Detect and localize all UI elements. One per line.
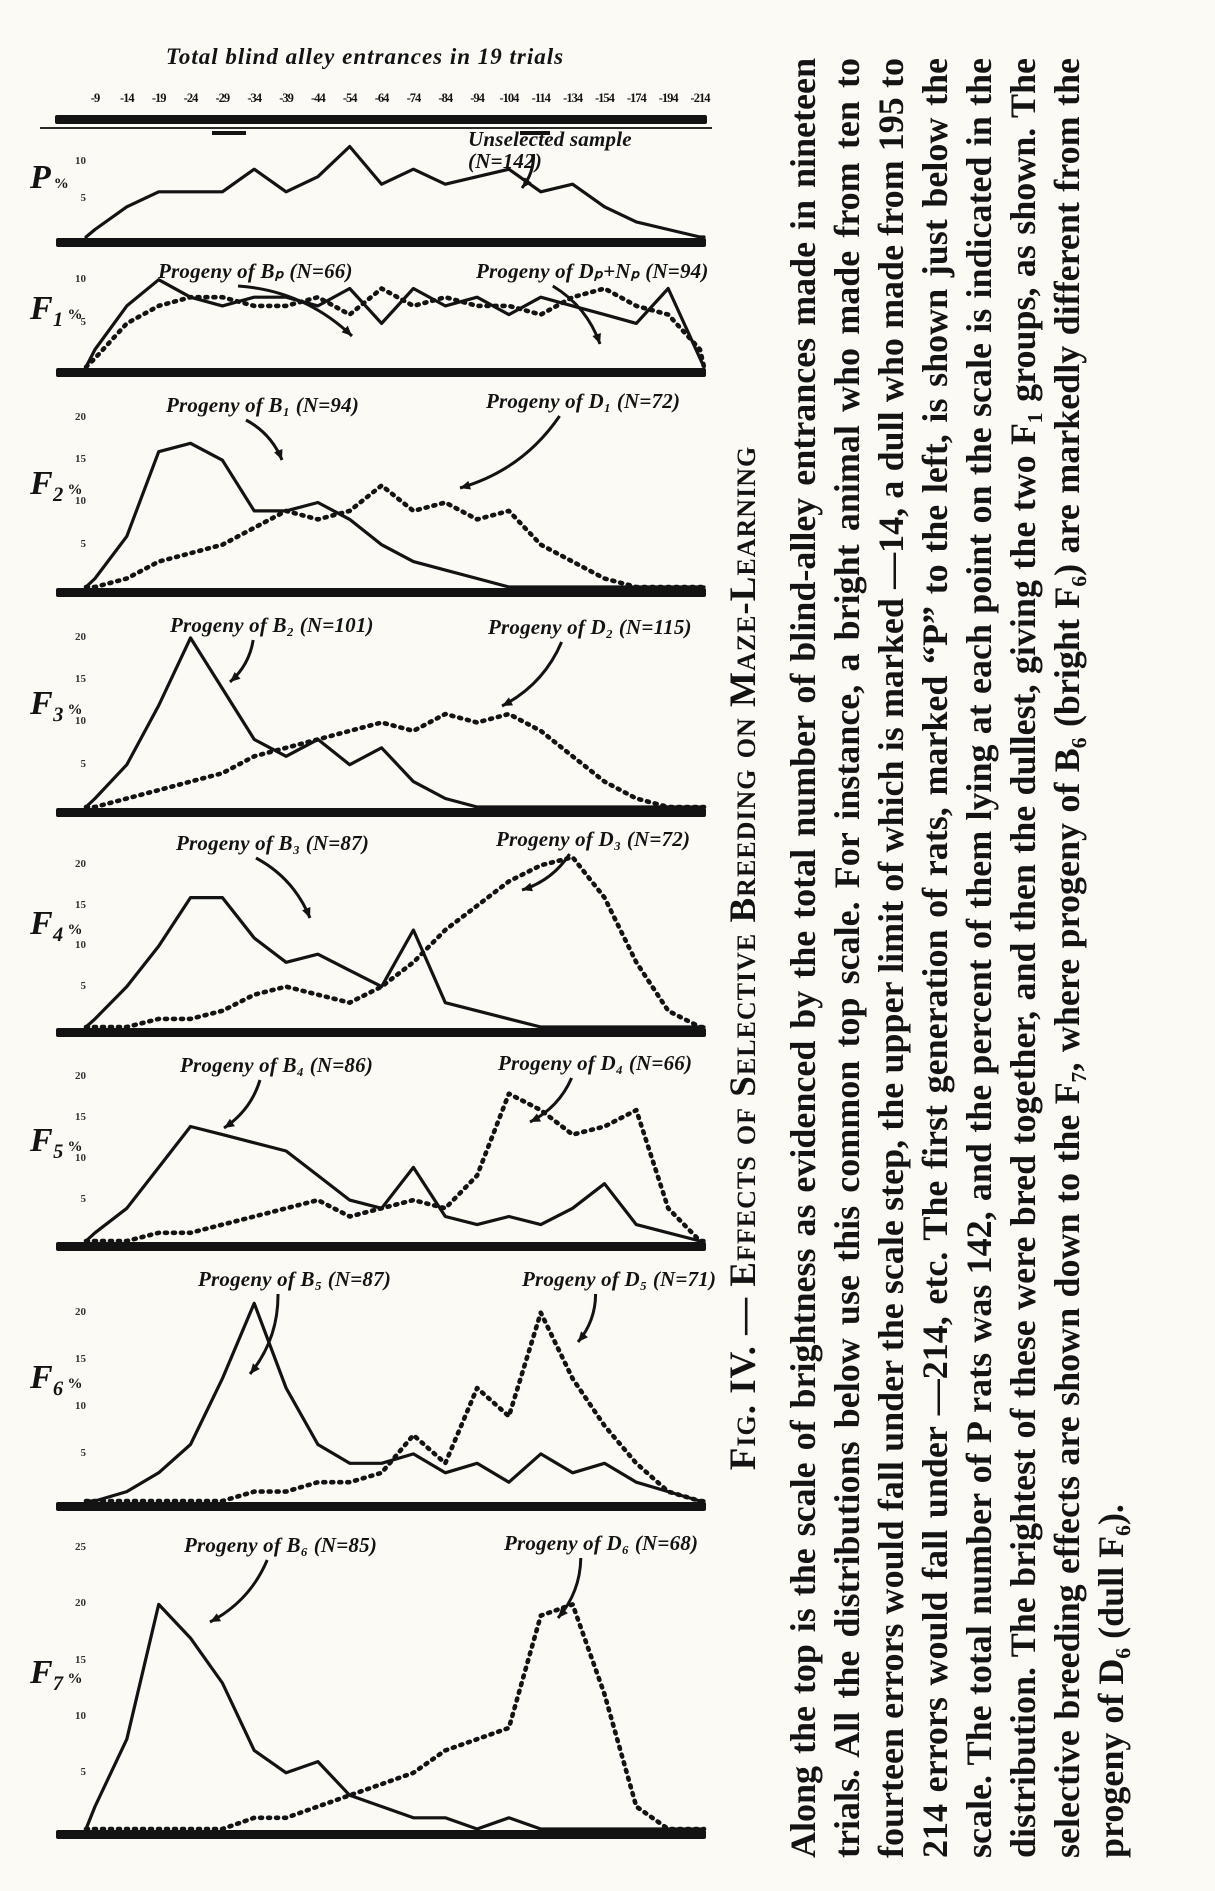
generation-name: F₃	[30, 685, 65, 722]
y-axis-tick: 5	[80, 979, 86, 992]
scale-tick-label: -84	[438, 91, 453, 105]
scale-tick-label: -74	[406, 91, 421, 105]
scale-tick-label: -194	[658, 91, 678, 105]
panel-baseline	[56, 238, 706, 247]
curve-label: Progeny of D₆ (N=68)	[504, 1531, 699, 1555]
percent-sign: %	[67, 1671, 83, 1687]
y-axis-tick: 20	[75, 1597, 86, 1610]
y-axis-tick: 15	[75, 1653, 86, 1666]
curve-label: Progeny of B₁ (N=94)	[166, 393, 360, 417]
top-scale-axis-line	[55, 115, 707, 124]
generation-name: F₂	[30, 465, 65, 502]
curve-bright	[86, 898, 704, 1027]
curve-label: Unselected sample (N=142)	[468, 127, 632, 174]
y-axis-tick: 10	[75, 154, 86, 167]
y-axis-tick: 15	[75, 1111, 86, 1124]
curve-bright	[86, 1303, 704, 1501]
curve-label: Progeny of D₂ (N=115)	[488, 615, 692, 639]
y-axis-tick: 10	[75, 1709, 86, 1722]
percent-sign: %	[67, 307, 83, 323]
annotation-arrowhead	[592, 333, 601, 344]
scale-tick-label: -94	[470, 91, 484, 105]
y-axis-tick: 20	[75, 1305, 86, 1318]
y-axis-tick: 5	[80, 1193, 86, 1206]
panel-baseline	[56, 1242, 706, 1251]
distribution-curves	[0, 388, 712, 598]
distribution-panel	[0, 1524, 712, 1840]
curve-bright	[86, 280, 704, 367]
curve-label: Progeny of B₆ (N=85)	[184, 1533, 378, 1557]
scale-tick-label: -214	[690, 91, 710, 105]
curve-bright	[86, 638, 704, 807]
scale-tick-label: -134	[563, 91, 583, 105]
scale-tick-label: -29	[215, 91, 230, 105]
distribution-panel	[0, 1048, 712, 1252]
y-axis-tick: 15	[75, 1352, 86, 1365]
panel-baseline	[56, 1502, 706, 1511]
distribution-curves	[0, 1262, 712, 1512]
y-axis-tick: 5	[80, 1446, 86, 1459]
y-axis-tick: 10	[75, 715, 86, 728]
scale-tick-label: -154	[595, 91, 614, 105]
scale-tick-label: -174	[626, 91, 646, 105]
curve-label: Progeny of D₃ (N=72)	[496, 827, 691, 851]
y-axis-tick: 10	[75, 939, 86, 952]
panel-baseline	[56, 1028, 706, 1037]
annotation-arrow	[238, 286, 352, 336]
scale-tick-label: -114	[531, 91, 550, 105]
percent-sign: %	[67, 702, 83, 718]
curve-dull	[86, 486, 704, 588]
generation-name: F₆	[30, 1359, 65, 1396]
curve-label: Progeny of Dₚ+Nₚ (N=94)	[476, 259, 709, 283]
panel-baseline	[56, 808, 706, 817]
generation-name: F₇	[30, 1654, 65, 1691]
distribution-panel	[0, 828, 712, 1038]
y-axis-tick: 15	[75, 673, 86, 686]
annotation-arrowhead	[460, 481, 471, 490]
figure-caption-title: Fig. IV. — Effects of Selective Breeding on Maze-Learning	[723, 445, 764, 1471]
curve-dull	[86, 1313, 704, 1501]
percent-sign: %	[67, 482, 83, 498]
annotation-arrowhead	[522, 883, 533, 892]
curve-dull	[86, 1604, 704, 1829]
scale-tick-label: -9	[90, 91, 100, 105]
distribution-panel	[0, 388, 712, 598]
y-axis-tick: 25	[75, 1541, 86, 1554]
y-axis-tick: 20	[75, 410, 86, 423]
generation-name: F₅	[30, 1122, 65, 1159]
curve-label: Progeny of D₄ (N=66)	[498, 1051, 693, 1075]
scale-tick-label: -64	[374, 91, 389, 105]
curve-label: Progeny of B₅ (N=87)	[198, 1267, 392, 1291]
curve-bright	[86, 1127, 704, 1242]
scale-tick-label: -39	[279, 91, 293, 105]
generation-name: F₁	[30, 290, 65, 327]
curve-label: Progeny of B₄ (N=86)	[180, 1053, 374, 1077]
top-scale-title: Total blind alley entrances in 19 trials	[165, 44, 565, 69]
curve-dull	[86, 857, 704, 1027]
y-axis-tick: 5	[80, 192, 86, 205]
y-axis-tick: 15	[75, 453, 86, 466]
scale-tick-label: -34	[247, 91, 262, 105]
figure-caption-text: Along the top is the scale of brightness as evidenced by the total number of blind-alley entrances made in nineteen trials. All the distributions below use this common top scale. For instance, a bright animal who made from ten to fourteen errors would fall under the scale step, the upper limit of which is marked —14, a dull who made from 195 to 214 errors would fall under —214, etc. The first generation of rats, marked “P” to the left, is shown just below the scale. The total number of P rats was 142, and the percent of them lying at each point on the scale is indicated in the distribution. The brightest of these were bred together, and then the dullest, giving the two F₁ groups, as shown. The selective breeding effects are shown down to the F₇, where progeny of B₆ (bright F₆) are markedly different from the progeny of D₆ (dull F₆).	[783, 58, 1131, 1858]
distribution-panel	[0, 258, 712, 378]
curve-label: Progeny of D₁ (N=72)	[486, 389, 681, 413]
annotation-arrow	[256, 858, 310, 918]
percent-sign: %	[67, 922, 83, 938]
curve-bright	[86, 443, 704, 587]
curve-dull	[86, 1094, 704, 1241]
y-axis-tick: 10	[75, 495, 86, 508]
curve-label: Progeny of B₃ (N=87)	[176, 831, 370, 855]
distribution-curves	[0, 608, 712, 818]
curve-label: Progeny of B₂ (N=101)	[170, 613, 374, 637]
y-axis-tick: 10	[75, 1399, 86, 1412]
distribution-panel	[0, 1262, 717, 1512]
percent-sign: %	[67, 1139, 83, 1155]
y-axis-tick: 20	[75, 1070, 86, 1083]
scale-tick-label: -14	[119, 91, 134, 105]
y-axis-tick: 5	[80, 537, 86, 550]
distribution-curves	[0, 1524, 712, 1840]
rotated-caption	[722, 58, 1192, 1858]
panel-baseline	[56, 1830, 706, 1839]
scale-tick-label: -104	[499, 91, 519, 105]
percent-sign: %	[53, 176, 69, 192]
generation-label	[30, 905, 88, 943]
distribution-panel	[0, 126, 712, 248]
scale-tick-label: -19	[151, 91, 166, 105]
curve-label: Progeny of D₅ (N=71)	[522, 1267, 717, 1291]
annotation-arrow	[210, 1560, 267, 1622]
y-axis-tick: 10	[75, 272, 86, 285]
panel-baseline	[56, 588, 706, 597]
annotation-arrow	[460, 416, 560, 488]
generation-name: F₄	[30, 905, 65, 942]
distribution-curves	[0, 1048, 712, 1252]
curve-dull	[86, 289, 704, 368]
y-axis-tick: 10	[75, 1152, 86, 1165]
percent-sign: %	[67, 1376, 83, 1392]
annotation-arrow	[502, 642, 562, 706]
scale-tick-label: -24	[183, 91, 198, 105]
y-axis-tick: 15	[75, 898, 86, 911]
panel-baseline	[56, 368, 706, 377]
scale-tick-label: -44	[311, 91, 325, 105]
y-axis-tick: 20	[75, 858, 86, 871]
generation-name: P	[30, 159, 51, 196]
distribution-curves	[0, 828, 712, 1038]
y-axis-tick: 20	[75, 630, 86, 643]
y-axis-tick: 5	[80, 1765, 86, 1778]
distribution-panel	[0, 608, 712, 818]
y-axis-tick: 5	[80, 316, 86, 329]
curve-label: Progeny of Bₚ (N=66)	[158, 259, 353, 283]
y-axis-tick: 5	[80, 757, 86, 770]
scale-tick-label: -54	[342, 91, 357, 105]
